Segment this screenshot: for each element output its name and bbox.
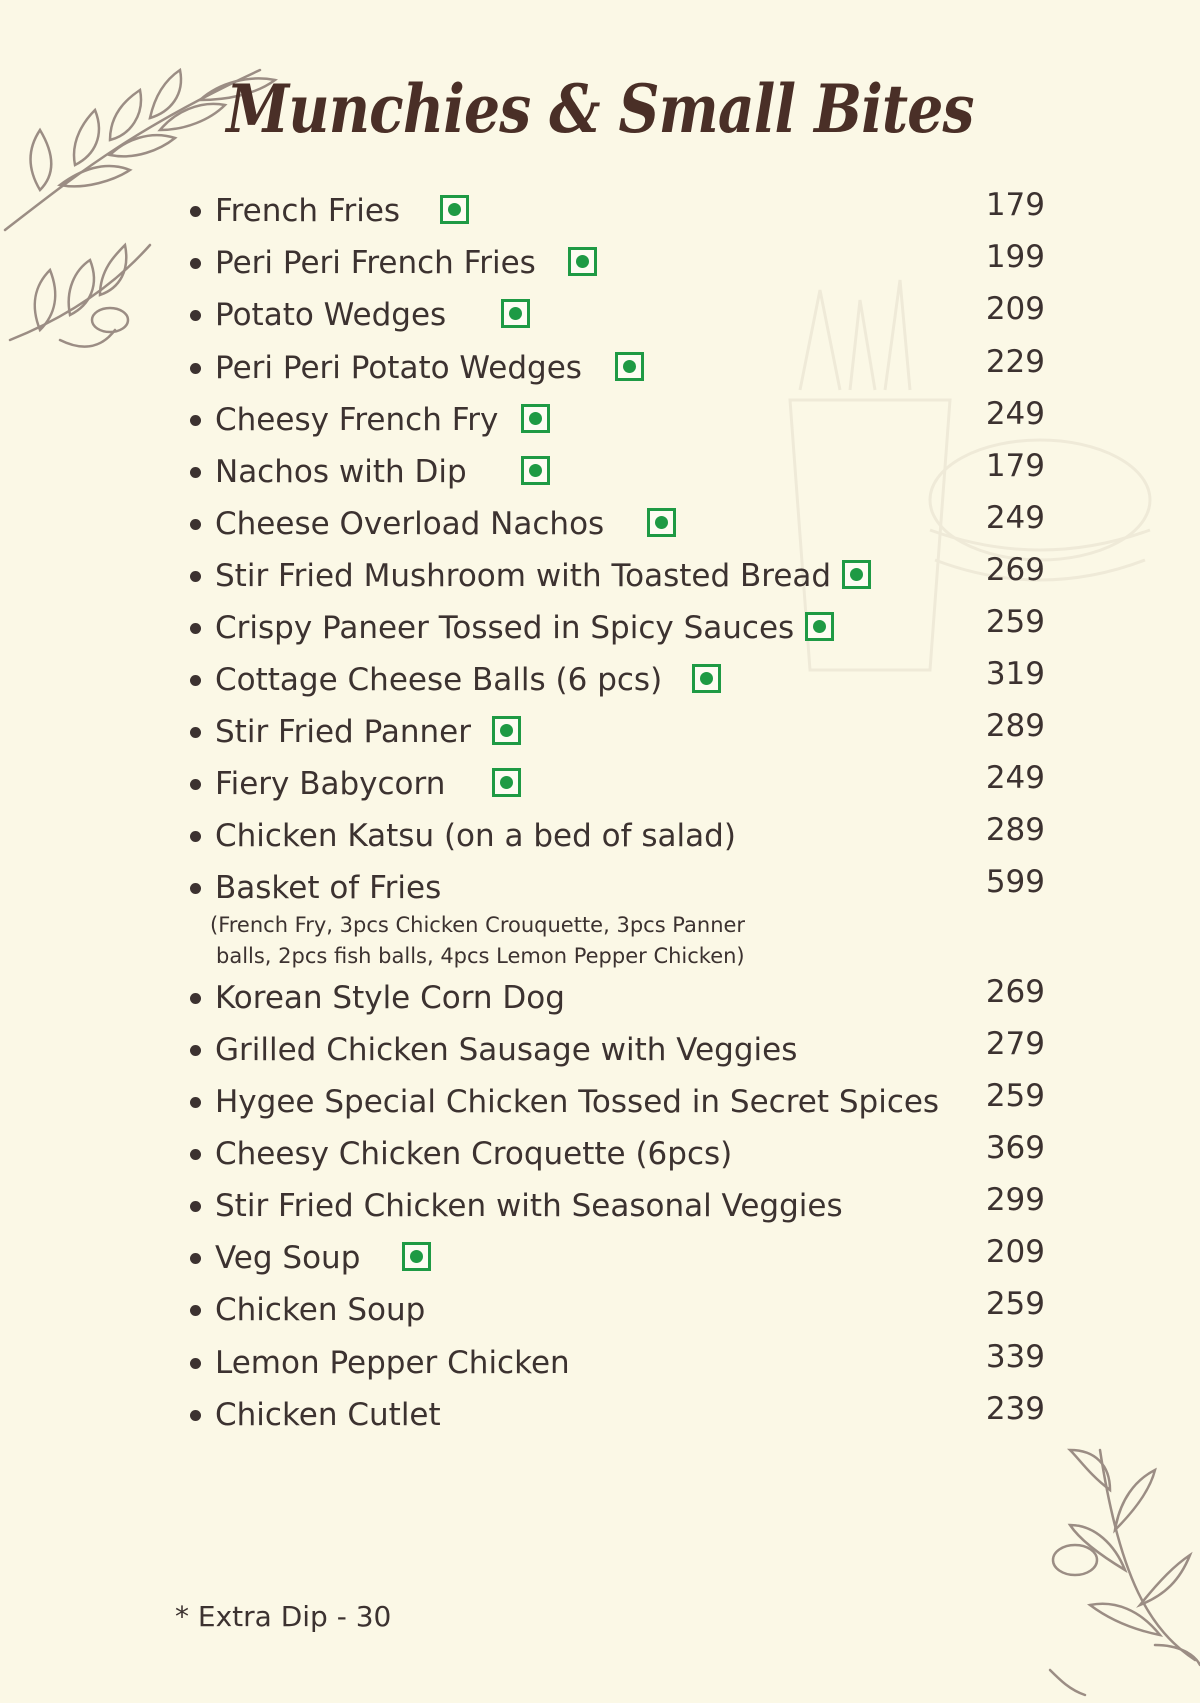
menu-item <box>185 1286 1045 1330</box>
veg-marker-icon <box>492 716 521 745</box>
menu-item <box>185 344 1045 388</box>
menu-item-row <box>185 552 1045 596</box>
veg-marker-icon <box>492 768 521 797</box>
menu-item-price: 369 <box>985 1130 1045 1166</box>
bullet-icon <box>190 415 201 426</box>
menu-item-row <box>185 1078 1045 1122</box>
bullet-icon <box>190 623 201 634</box>
menu-item-price: 199 <box>985 239 1045 275</box>
veg-marker-icon <box>440 195 469 224</box>
menu-item-row <box>185 1339 1045 1383</box>
menu-item-price: 179 <box>985 187 1045 223</box>
footer-note: * Extra Dip - 30 <box>175 1600 392 1633</box>
bullet-icon <box>190 1358 201 1369</box>
menu-item-price: 229 <box>985 344 1045 380</box>
bullet-icon <box>190 310 201 321</box>
menu-item-name: Stir Fried Panner <box>215 714 471 750</box>
bullet-icon <box>190 1097 201 1108</box>
menu-item-name: Cottage Cheese Balls (6 pcs) <box>215 662 663 698</box>
bullet-icon <box>190 1410 201 1421</box>
menu-item <box>185 812 1045 856</box>
menu-item-row <box>185 291 1045 335</box>
bullet-icon <box>190 519 201 530</box>
menu-item-price: 209 <box>985 1234 1045 1270</box>
menu-item-name: Crispy Paneer Tossed in Spicy Sauces <box>215 610 795 646</box>
menu-item-price: 269 <box>985 552 1045 588</box>
bullet-icon <box>190 1045 201 1056</box>
menu-item-price: 249 <box>985 500 1045 536</box>
menu-item <box>185 1234 1045 1278</box>
menu-item-name: Korean Style Corn Dog <box>215 980 565 1016</box>
menu-item-row <box>185 1182 1045 1226</box>
description-line: balls, 2pcs fish balls, 4pcs Lemon Pepper Chicken) <box>216 944 745 968</box>
bullet-icon <box>190 467 201 478</box>
bullet-icon <box>190 779 201 790</box>
bullet-icon <box>190 571 201 582</box>
veg-marker-icon <box>521 456 550 485</box>
menu-item-name: Stir Fried Chicken with Seasonal Veggies <box>215 1188 843 1224</box>
menu-item-price: 179 <box>985 448 1045 484</box>
menu-item-price: 339 <box>985 1339 1045 1375</box>
bullet-icon <box>190 1305 201 1316</box>
menu-item-price: 599 <box>985 864 1045 900</box>
menu-item <box>185 552 1045 596</box>
description-line: (French Fry, 3pcs Chicken Crouquette, 3pcs Panner <box>210 913 746 937</box>
menu-item-price: 249 <box>985 396 1045 432</box>
menu-item-name: Chicken Katsu (on a bed of salad) <box>215 818 736 854</box>
menu-item-row <box>185 812 1045 856</box>
page-title: Munchies & Small Bites <box>226 70 974 148</box>
menu-item <box>185 500 1045 544</box>
menu-item <box>185 1339 1045 1383</box>
menu-item-row <box>185 1026 1045 1070</box>
veg-marker-icon <box>805 612 834 641</box>
menu-item-price: 249 <box>985 760 1045 796</box>
menu-item-name: Cheesy French Fry <box>215 402 499 438</box>
bullet-icon <box>190 727 201 738</box>
veg-marker-icon <box>521 404 550 433</box>
menu-list <box>185 0 1045 1703</box>
menu-item-price: 279 <box>985 1026 1045 1062</box>
menu-item-price: 269 <box>985 974 1045 1010</box>
bullet-icon <box>190 993 201 1004</box>
menu-item-name: Nachos with Dip <box>215 454 467 490</box>
veg-marker-icon <box>692 664 721 693</box>
menu-item-name: Chicken Cutlet <box>215 1397 441 1433</box>
bullet-icon <box>190 675 201 686</box>
menu-item <box>185 1391 1045 1435</box>
menu-item-row <box>185 187 1045 231</box>
menu-item <box>185 760 1045 804</box>
menu-item <box>185 239 1045 283</box>
bullet-icon <box>190 883 201 894</box>
menu-item-price: 259 <box>985 604 1045 640</box>
menu-item <box>185 604 1045 648</box>
menu-item-name: French Fries <box>215 193 401 229</box>
menu-item-price: 299 <box>985 1182 1045 1218</box>
menu-item-row <box>185 708 1045 752</box>
menu-item-price: 239 <box>985 1391 1045 1427</box>
menu-item-row <box>185 604 1045 648</box>
menu-item-price: 289 <box>985 708 1045 744</box>
menu-item-row <box>185 344 1045 388</box>
leaf-branch-decoration <box>1040 1430 1200 1700</box>
menu-item-name: Cheesy Chicken Croquette (6pcs) <box>215 1136 733 1172</box>
menu-item-row <box>185 1234 1045 1278</box>
menu-item-row <box>185 1130 1045 1174</box>
menu-item-name: Basket of Fries <box>215 870 442 906</box>
menu-item <box>185 448 1045 492</box>
veg-marker-icon <box>647 508 676 537</box>
menu-item-name: Lemon Pepper Chicken <box>215 1345 570 1381</box>
menu-item-price: 209 <box>985 291 1045 327</box>
menu-item <box>185 396 1045 440</box>
veg-marker-icon <box>402 1242 431 1271</box>
menu-item-row <box>185 1286 1045 1330</box>
bullet-icon <box>190 831 201 842</box>
menu-item <box>185 974 1045 1018</box>
menu-item-name: Peri Peri French Fries <box>215 245 536 281</box>
menu-item-price: 289 <box>985 812 1045 848</box>
menu-item-name: Chicken Soup <box>215 1292 426 1328</box>
menu-item-price: 259 <box>985 1078 1045 1114</box>
menu-item-row <box>185 656 1045 700</box>
menu-item-row <box>185 396 1045 440</box>
menu-item-name: Veg Soup <box>215 1240 361 1276</box>
menu-item <box>185 656 1045 700</box>
menu-item-name: Stir Fried Mushroom with Toasted Bread <box>215 558 832 594</box>
bullet-icon <box>190 1201 201 1212</box>
menu-item <box>185 708 1045 752</box>
menu-item-name: Peri Peri Potato Wedges <box>215 350 582 386</box>
menu-item-price: 259 <box>985 1286 1045 1322</box>
menu-item <box>185 291 1045 335</box>
veg-marker-icon <box>615 352 644 381</box>
menu-item <box>185 1182 1045 1226</box>
menu-item <box>185 864 1045 968</box>
bullet-icon <box>190 1149 201 1160</box>
bullet-icon <box>190 1253 201 1264</box>
menu-item-row <box>185 239 1045 283</box>
menu-item-price: 319 <box>985 656 1045 692</box>
menu-item-row <box>185 500 1045 544</box>
menu-item-description <box>210 910 830 972</box>
menu-item <box>185 1078 1045 1122</box>
menu-item-row <box>185 864 1045 908</box>
menu-item-row <box>185 448 1045 492</box>
menu-item-name: Hygee Special Chicken Tossed in Secret Spices <box>215 1084 940 1120</box>
menu-item-name: Potato Wedges <box>215 297 447 333</box>
bullet-icon <box>190 206 201 217</box>
menu-item <box>185 1130 1045 1174</box>
bullet-icon <box>190 258 201 269</box>
menu-item-row <box>185 760 1045 804</box>
menu-item-name: Grilled Chicken Sausage with Veggies <box>215 1032 798 1068</box>
bullet-icon <box>190 363 201 374</box>
veg-marker-icon <box>501 299 530 328</box>
menu-item-row <box>185 974 1045 1018</box>
menu-item-row <box>185 1391 1045 1435</box>
veg-marker-icon <box>842 560 871 589</box>
menu-item-name: Cheese Overload Nachos <box>215 506 605 542</box>
menu-item <box>185 1026 1045 1070</box>
menu-item <box>185 187 1045 231</box>
menu-item-name: Fiery Babycorn <box>215 766 446 802</box>
veg-marker-icon <box>568 247 597 276</box>
